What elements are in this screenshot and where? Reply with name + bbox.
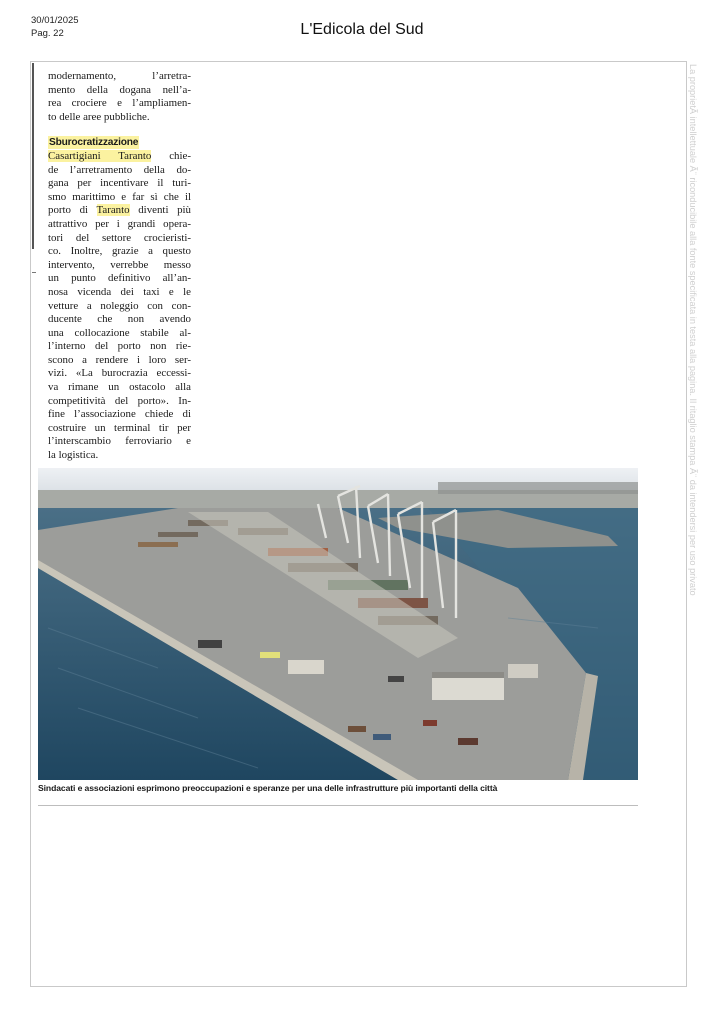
port-illustration [38, 468, 638, 780]
article-line: intervento, verrebbe messo [48, 258, 191, 271]
highlight-city: Taranto [96, 204, 130, 217]
article-line: una collocazione stabile al- [48, 326, 191, 339]
article-line: mento della dogana nell’a- [48, 83, 191, 96]
article-line: la logistica. [48, 449, 99, 462]
article-text: diventi più [138, 204, 191, 217]
article-line: co. Inoltre, grazie a questo [48, 245, 191, 258]
article-subheading: Sburocratizzazione [49, 137, 139, 149]
article-line: vetture a noleggio con con- [48, 299, 191, 312]
article-line: un punto definitivo all’an- [48, 272, 191, 285]
copyright-watermark [686, 64, 700, 634]
article-line: de l’arretramento della do- [48, 163, 191, 176]
article-line: ducente che non avendo [48, 313, 191, 326]
column-rule [32, 63, 34, 249]
article-line: scono a rendere i loro ser- [48, 353, 191, 366]
article-line: modernamento, l’arretra- [48, 70, 191, 82]
clipping-date: 30/01/2025 [31, 15, 79, 26]
article-text: chie- [169, 149, 191, 162]
article-line [48, 204, 191, 218]
article-line: attrattivo per i grandi opera- [48, 217, 191, 230]
article-line: vizi. «La burocrazia eccessi- [48, 367, 191, 380]
article-line: smo marittimo e far sì che il [48, 190, 191, 203]
article-line: l’interscambio ferroviario e [48, 435, 191, 448]
article-line: fine l’associazione chiede di [48, 408, 191, 421]
article-line: competitività del porto». In- [48, 394, 191, 407]
highlight-organization: Casartigiani Taranto [48, 149, 152, 162]
photo-caption: Sindacati e associazioni esprimono preoccupazioni e speranze per una delle infrastrutture più importanti della città [38, 783, 498, 793]
article-line: costruire un terminal tir per [48, 421, 191, 434]
caption-divider [38, 805, 638, 806]
article-line: gana per incentivare il turi- [48, 177, 191, 190]
article-line: rea crociere e l’ampliamen- [48, 97, 191, 110]
article-line: to delle aree pubbliche. [48, 110, 150, 123]
publication-title: L'Edicola del Sud [300, 21, 424, 38]
port-aerial-photo [38, 468, 638, 780]
article-line: l’interno del porto non rie- [48, 340, 191, 353]
column-rule-tick [32, 272, 36, 273]
article-line: nosa vicenda dei taxi e le [48, 285, 191, 298]
article-column [48, 70, 191, 463]
article-line: tori del settore crocieristi- [48, 231, 191, 244]
watermark-text: La proprietÃ intellettuale Ã¨ riconducibile alla fonte specificata in testa alla pagina. Il ritaglio stampa Ã¨ da intendersi per uso privato [688, 64, 698, 596]
article-text: porto di [48, 204, 89, 217]
article-line: va rimane un ostacolo alla [48, 381, 191, 394]
article-line [48, 150, 191, 164]
page-number: Pag. 22 [31, 28, 64, 39]
